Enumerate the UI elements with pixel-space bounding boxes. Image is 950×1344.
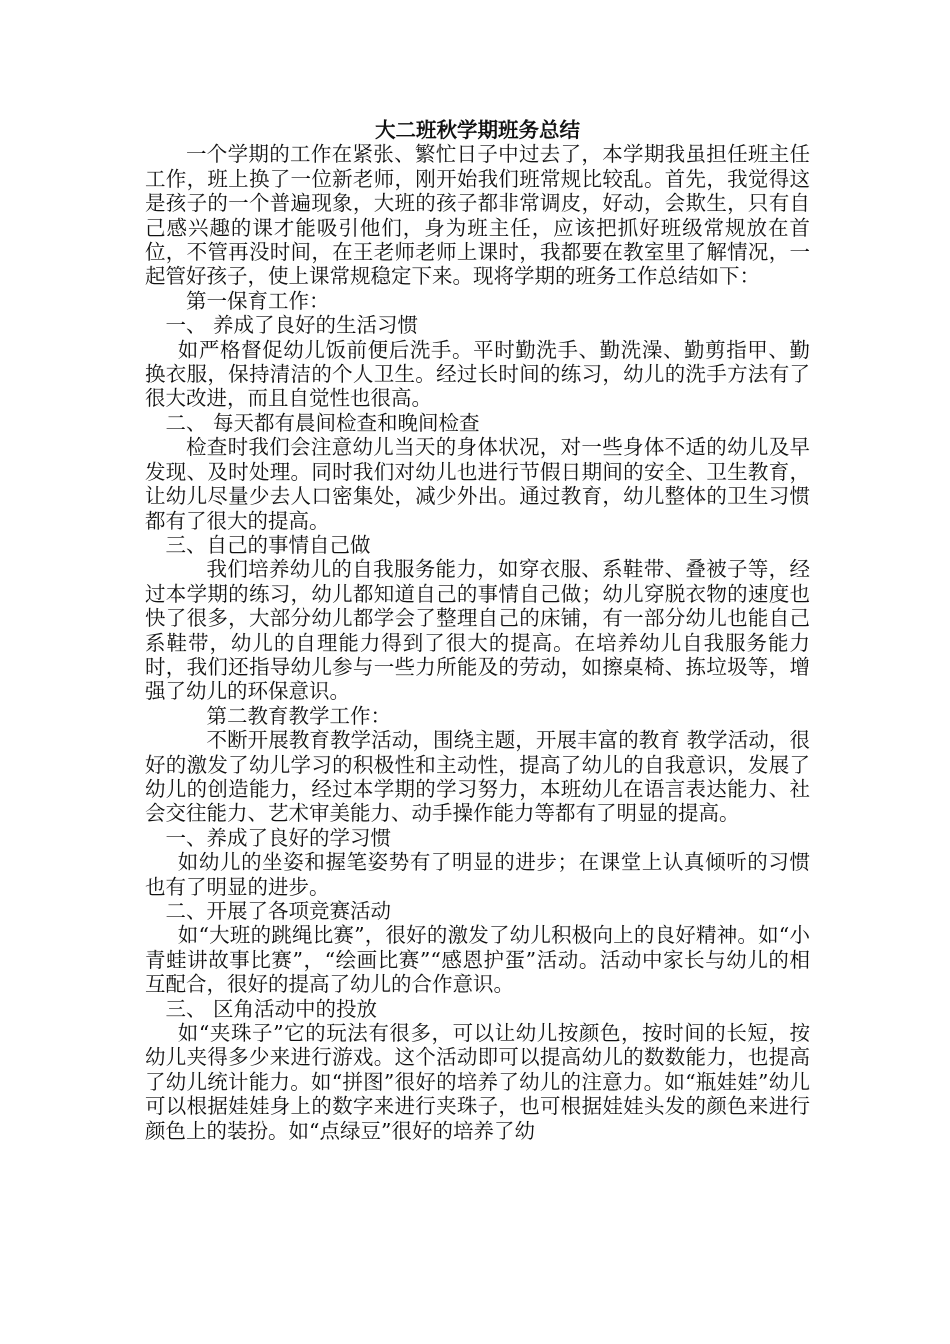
subheading-teaching-3: 三、 区角活动中的投放 <box>165 996 378 1021</box>
paragraph-teaching-2: 如“大班的跳绳比赛”，很好的激发了幼儿积极向上的良好精神。如“小青蛙讲故事比赛”，“绘画比赛”“感恩护蛋”活动。活动中家长与幼儿的相互配合，很好的提高了幼儿的合作意识。 <box>145 923 810 997</box>
paragraph-teaching-3: 如“夹珠子”它的玩法有很多，可以让幼儿按颜色，按时间的长短，按幼儿夹得多少来进行游戏。这个活动即可以提高幼儿的数数能力，也提高了幼儿统计能力。如“拼图”很好的培养了幼儿的注意力。如“瓶娃娃”幼儿可以根据娃娃身上的数字来进行夹珠子，也可根据娃娃头发的颜色来进行颜色上的装扮。如“点绿豆”很好的培养了幼 <box>145 1021 810 1143</box>
subheading-care-3: 三、自己的事情自己做 <box>165 532 371 557</box>
document-body <box>145 118 810 1143</box>
subheading-teaching-2: 二、开展了各项竞赛活动 <box>165 899 391 923</box>
subheading-teaching-1: 一、养成了良好的学习惯 <box>165 825 391 850</box>
paragraph-care-3: 我们培养幼儿的自我服务能力，如穿衣服、系鞋带、叠被子等，经过本学期的练习，幼儿都知道自己的事情自己做；幼儿穿脱衣物的速度也快了很多，大部分幼儿都学会了整理自己的床铺，有一部分幼儿也能自己系鞋带，幼儿的自理能力得到了很大的提高。在培养幼儿自我服务能力时，我们还指导幼儿参与一些力所能及的劳动，如擦桌椅、拣垃圾等，增强了幼儿的环保意识。 <box>145 557 810 704</box>
paragraph-care-1: 如严格督促幼儿饭前便后洗手。平时勤洗手、勤洗澡、勤剪指甲、勤换衣服，保持清洁的个人卫生。经过长时间的练习，幼儿的洗手方法有了很大改进，而且自觉性也很高。 <box>145 337 810 411</box>
document-title: 大二班秋学期班务总结 <box>375 118 580 142</box>
intro-paragraph: 一个学期的工作在紧张、繁忙日子中过去了，本学期我虽担任班主任工作，班上换了一位新老师，刚开始我们班常规比较乱。首先，我觉得这是孩子的一个普遍现象，大班的孩子都非常调皮，好动，会欺生，只有自己感兴趣的课才能吸引他们，身为班主任，应该把抓好班级常规放在首位，不管再没时间，在王老师老师上课时，我都要在教室里了解情况，一起管好孩子，使上课常规稳定下来。现将学期的班务工作总结如下： <box>145 142 810 289</box>
section-heading-teaching: 第二教育教学工作： <box>206 703 391 728</box>
paragraph-teaching-intro: 不断开展教育教学活动，围绕主题，开展丰富的教育 教学活动，很好的激发了幼儿学习的积极性和主动性，提高了幼儿的自我意识，发展了幼儿的创造能力，经过本学期的学习努力，本班幼儿在语言表达能力、社会交往能力、艺术审美能力、动手操作能力等都有了明显的提高。 <box>145 728 810 826</box>
paragraph-care-2: 检查时我们会注意幼儿当天的身体状况，对一些身体不适的幼儿及早发现、及时处理。同时我们对幼儿也进行节假日期间的安全、卫生教育，让幼儿尽量少去人口密集处，减少外出。通过教育，幼儿整体的卫生习惯都有了很大的提高。 <box>145 435 810 533</box>
subheading-care-1: 一、 养成了良好的生活习惯 <box>165 313 419 338</box>
section-heading-care: 第一保育工作： <box>186 288 330 313</box>
paragraph-teaching-1: 如幼儿的坐姿和握笔姿势有了明显的进步；在课堂上认真倾听的习惯也有了明显的进步。 <box>145 850 810 899</box>
subheading-care-2: 二、 每天都有晨间检查和晚间检查 <box>165 410 480 435</box>
